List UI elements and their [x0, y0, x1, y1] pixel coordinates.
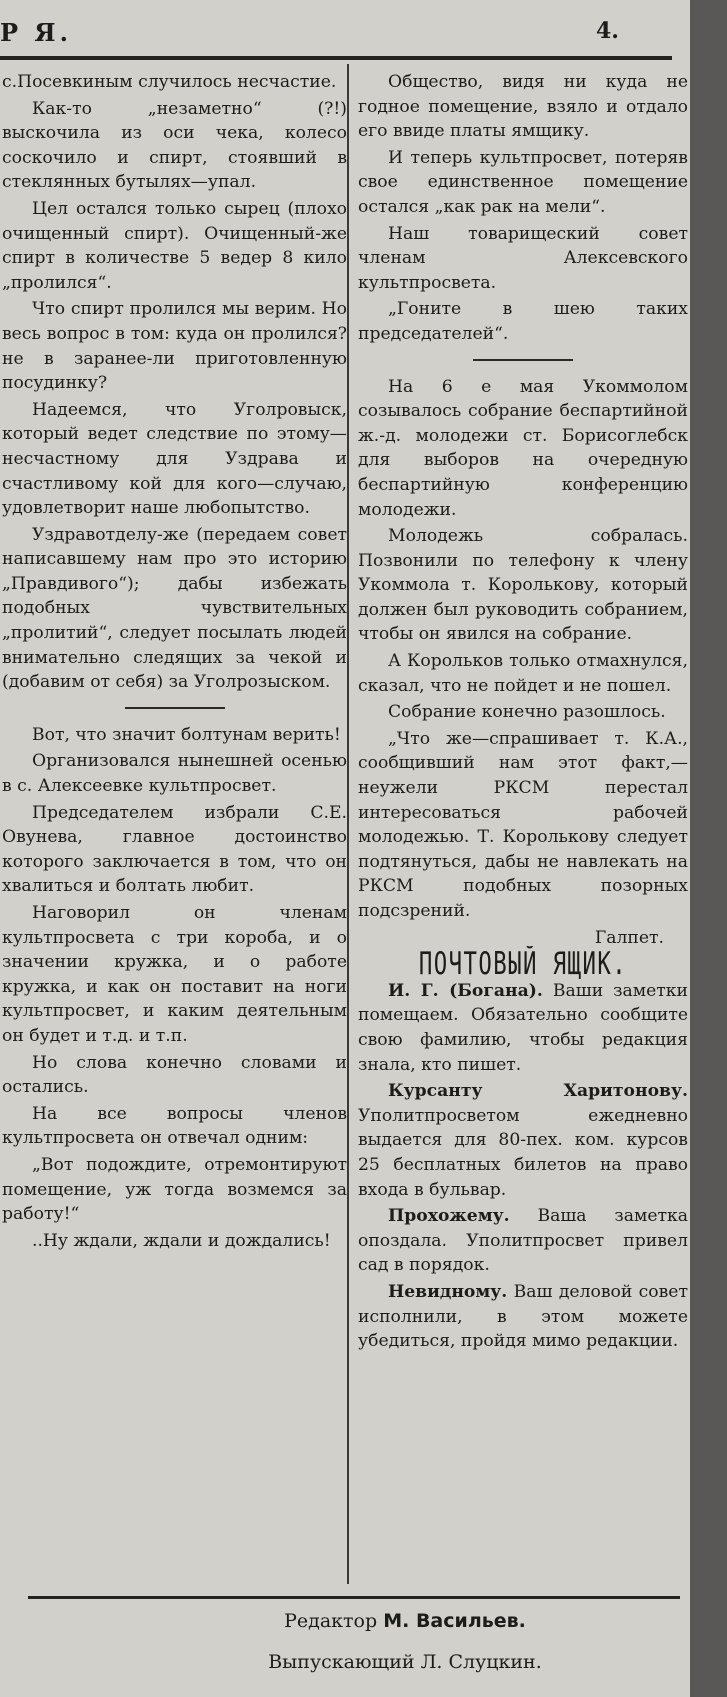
footer-editor-line	[0, 1610, 690, 1632]
issuer-label: Выпускающий	[268, 1651, 415, 1673]
header-rule	[0, 56, 672, 60]
article-paragraph: Председателем избрали С.Е. Овунева, главное достоинство которого заключается в том, что он хвалиться и болтать любит.	[2, 802, 347, 897]
article-paragraph: А Корольков только отмахнулся, сказал, что не пойдет и не пошел.	[358, 651, 688, 696]
article-paragraph: Наговорил он членам культпросвета с три короба, и о значении кружка, и о работе кружка, и как он поставит на ноги культпросвет, и каким деятельным он будет и т.д. и т.п.	[2, 903, 347, 1046]
article-paragraph: „Что же—спрашивает т. К.А., сообщивший нам этот факт,—неужели РКСМ перестал интересоваться рабочей молодежью. Т. Королькову следует подтянуться, дабы не навлекать на РКСМ подобных позорных подсзрений.	[358, 728, 688, 921]
right-column	[358, 70, 688, 1354]
mailbox-item	[358, 1280, 688, 1354]
article-paragraph: Молодежь собралась. Позвонили по телефону к члену Укоммола т. Королькову, который должен был руководить собранием, чтобы он явился на собрание.	[358, 526, 688, 645]
mailbox-recipient: И. Г. (Богана).	[388, 980, 543, 1001]
article-paragraph: Как-то „незаметно“ (?!) выскочила из оси чека, колесо соскочило и спирт, стоявший в стеклянных бутылях—упал.	[2, 98, 347, 193]
mailbox-heading: ПОЧТОВЫЙ ЯЩИК.	[418, 946, 628, 983]
mailbox-recipient: Прохожему.	[388, 1206, 510, 1227]
column-divider	[347, 64, 349, 1584]
page-number: 4.	[596, 18, 619, 44]
mailbox-reply: Ваши заметки помещаем. Обязательно сообщите свою фамилию, чтобы редакция знала, кто пишет.	[358, 980, 688, 1075]
mailbox-item	[358, 1079, 688, 1202]
article-separator	[473, 359, 573, 361]
mailbox-reply: Ваша заметка опоздала. Уполитпросвет привел сад в порядок.	[358, 1206, 688, 1276]
article-paragraph: „Гоните в шею таких председателей“.	[358, 299, 688, 344]
article-paragraph: Организовался нынешней осенью в с. Алексеевке культпросвет.	[2, 751, 347, 797]
article-paragraph: Надеемся, что Уголровыск, который ведет следствие по этому—несчастному для Уздрава и счастливому кой для кого—случаю, удовлетворит наше любопытство.	[2, 399, 347, 519]
article-paragraph: Общество, видя ни куда не годное помещение, взяло и отдало его ввиде платы ямщику.	[358, 72, 688, 142]
mailbox-item	[358, 1204, 688, 1278]
article-paragraph: Наш товарищеский совет членам Алексевского культпросвета.	[358, 223, 688, 293]
article-paragraph: Цел остался только сырец (плохо очищенный спирт). Очищенный-же спирт в количестве 5 ведер 8 кило „пролился“.	[2, 198, 347, 293]
mailbox-reply: Ваш деловой совет исполнили, в этом можете убедиться, пройдя мимо редакции.	[358, 1281, 688, 1352]
article-paragraph: „Вот подождите, отремонтируют помещение, уж тогда возмемся за работу!“	[2, 1154, 347, 1225]
article-paragraph: с.Посевкиным случилось несчастие.	[2, 72, 337, 92]
article-paragraph: Уздравотделу-же (передаем совет написавшему нам про это историю „Правдивого“); дабы избежать подобных чувствительных „пролитий“, следует посылать людей внимательно следящих за чекой и (добавим от себя) за Уголрозыском.	[2, 524, 347, 693]
mailbox-recipient: Курсанту Харитонову.	[388, 1081, 688, 1102]
footer-rule	[28, 1596, 680, 1599]
mailbox-item	[358, 979, 688, 1077]
mailbox-reply: Уполитпросветом ежедневно выдается для 80-пех. ком. курсов 25 бесплатных билетов на право входа в бульвар.	[358, 1105, 688, 1200]
article-paragraph: Вот, что значит болтунам верить!	[32, 724, 341, 745]
left-column	[2, 70, 347, 1253]
article-separator	[125, 707, 225, 709]
masthead-fragment: Р Я.	[0, 18, 72, 47]
issuer-name: Л. Слуцкин.	[420, 1651, 542, 1673]
article-paragraph: ..Ну ждали, ждали и дождались!	[32, 1230, 331, 1251]
footer-issuer-line	[0, 1651, 690, 1673]
article-paragraph: Но слова конечно словами и остались.	[2, 1052, 347, 1098]
article-paragraph: И теперь культпросвет, потеряв свое единственное помещение остался „как рак на мели“.	[358, 147, 688, 217]
article-paragraph: Что спирт пролился мы верим. Но весь вопрос в том: куда он пролился? не в заранее-ли приготовленную посудинку?	[2, 299, 347, 394]
editor-label: Редактор	[284, 1610, 378, 1632]
article-paragraph: На все вопросы членов культпросвета он отвечал одним:	[2, 1103, 347, 1149]
editor-name: М. Васильев.	[383, 1610, 526, 1632]
article-signature: Галпет.	[594, 927, 664, 948]
article-paragraph: Собрание конечно разошлось.	[388, 702, 666, 723]
mailbox-recipient: Невидному.	[388, 1281, 508, 1302]
article-paragraph: На 6 е мая Укоммолом созывалось собрание беспартийной ж.-д. молодежи ст. Борисоглебск для выборов на очередную беспартийную конференцию молодежи.	[358, 376, 688, 520]
